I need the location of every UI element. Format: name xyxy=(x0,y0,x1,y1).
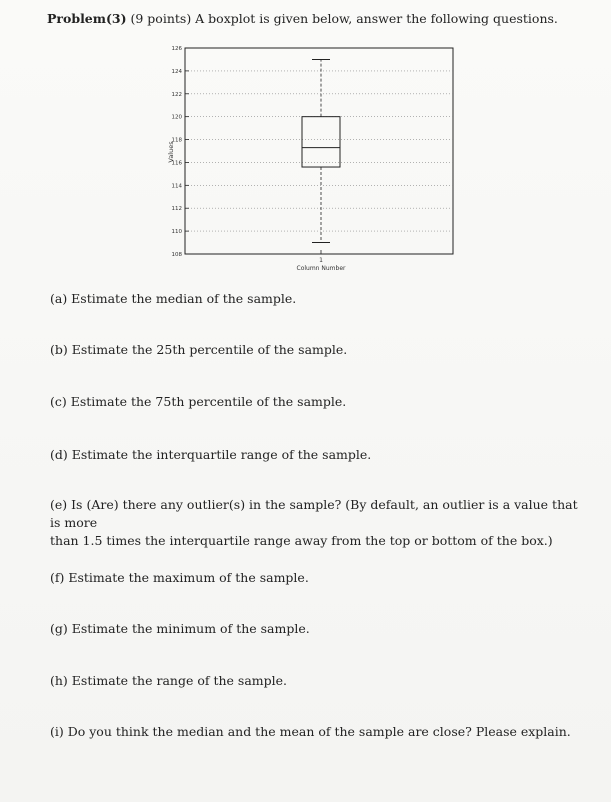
question-a xyxy=(50,290,590,308)
question-text: (a) Estimate the median of the sample. xyxy=(50,291,297,306)
question-text: (c) Estimate the 75th percentile of the sample. xyxy=(50,394,347,409)
y-tick-label: 108 xyxy=(171,252,182,258)
problem-label: Problem(3) xyxy=(47,11,127,26)
y-tick-label: 116 xyxy=(171,160,182,167)
y-tick-label: 122 xyxy=(171,91,182,98)
question-b xyxy=(50,341,590,359)
x-tick-label: 1 xyxy=(319,257,323,264)
y-tick-label: 112 xyxy=(171,206,182,213)
question-c xyxy=(50,393,590,411)
question-text: (g) Estimate the minimum of the sample. xyxy=(50,621,310,636)
grid-layer xyxy=(185,71,453,231)
y-tick-label: 114 xyxy=(171,183,182,190)
y-tick-label: 120 xyxy=(171,114,182,121)
question-e xyxy=(50,496,590,550)
question-g xyxy=(50,620,590,638)
question-text: (d) Estimate the interquartile range of the sample. xyxy=(50,447,372,462)
question-f xyxy=(50,569,590,587)
problem-description: (9 points) A boxplot is given below, answer the following questions. xyxy=(126,11,558,26)
question-d xyxy=(50,446,590,464)
question-h xyxy=(50,672,590,690)
y-tick-label: 118 xyxy=(171,137,182,144)
boxplot-chart xyxy=(160,44,460,274)
tick-layer xyxy=(172,46,322,258)
y-axis-label: Values xyxy=(167,141,175,163)
question-text: (b) Estimate the 25th percentile of the sample. xyxy=(50,342,348,357)
question-text: (i) Do you think the median and the mean of the sample are close? Please explain. xyxy=(50,724,571,739)
x-axis-label: Column Number xyxy=(296,265,346,272)
y-tick-label: 110 xyxy=(171,229,182,236)
problem-heading xyxy=(47,11,558,26)
question-text: (h) Estimate the range of the sample. xyxy=(50,673,287,688)
y-tick-label: 124 xyxy=(171,68,182,75)
question-text-line2: than 1.5 times the interquartile range away from the top or bottom of the box.) xyxy=(50,533,553,548)
iqr-box xyxy=(302,117,340,167)
question-i xyxy=(50,723,590,741)
boxplot-figure xyxy=(160,44,460,274)
question-text-line1: (e) Is (Are) there any outlier(s) in the sample? (By default, an outlier is a value that is more xyxy=(50,497,578,530)
box-layer xyxy=(302,59,340,242)
question-text: (f) Estimate the maximum of the sample. xyxy=(50,570,309,585)
plot-frame xyxy=(185,48,453,254)
y-tick-label: 126 xyxy=(171,46,182,52)
